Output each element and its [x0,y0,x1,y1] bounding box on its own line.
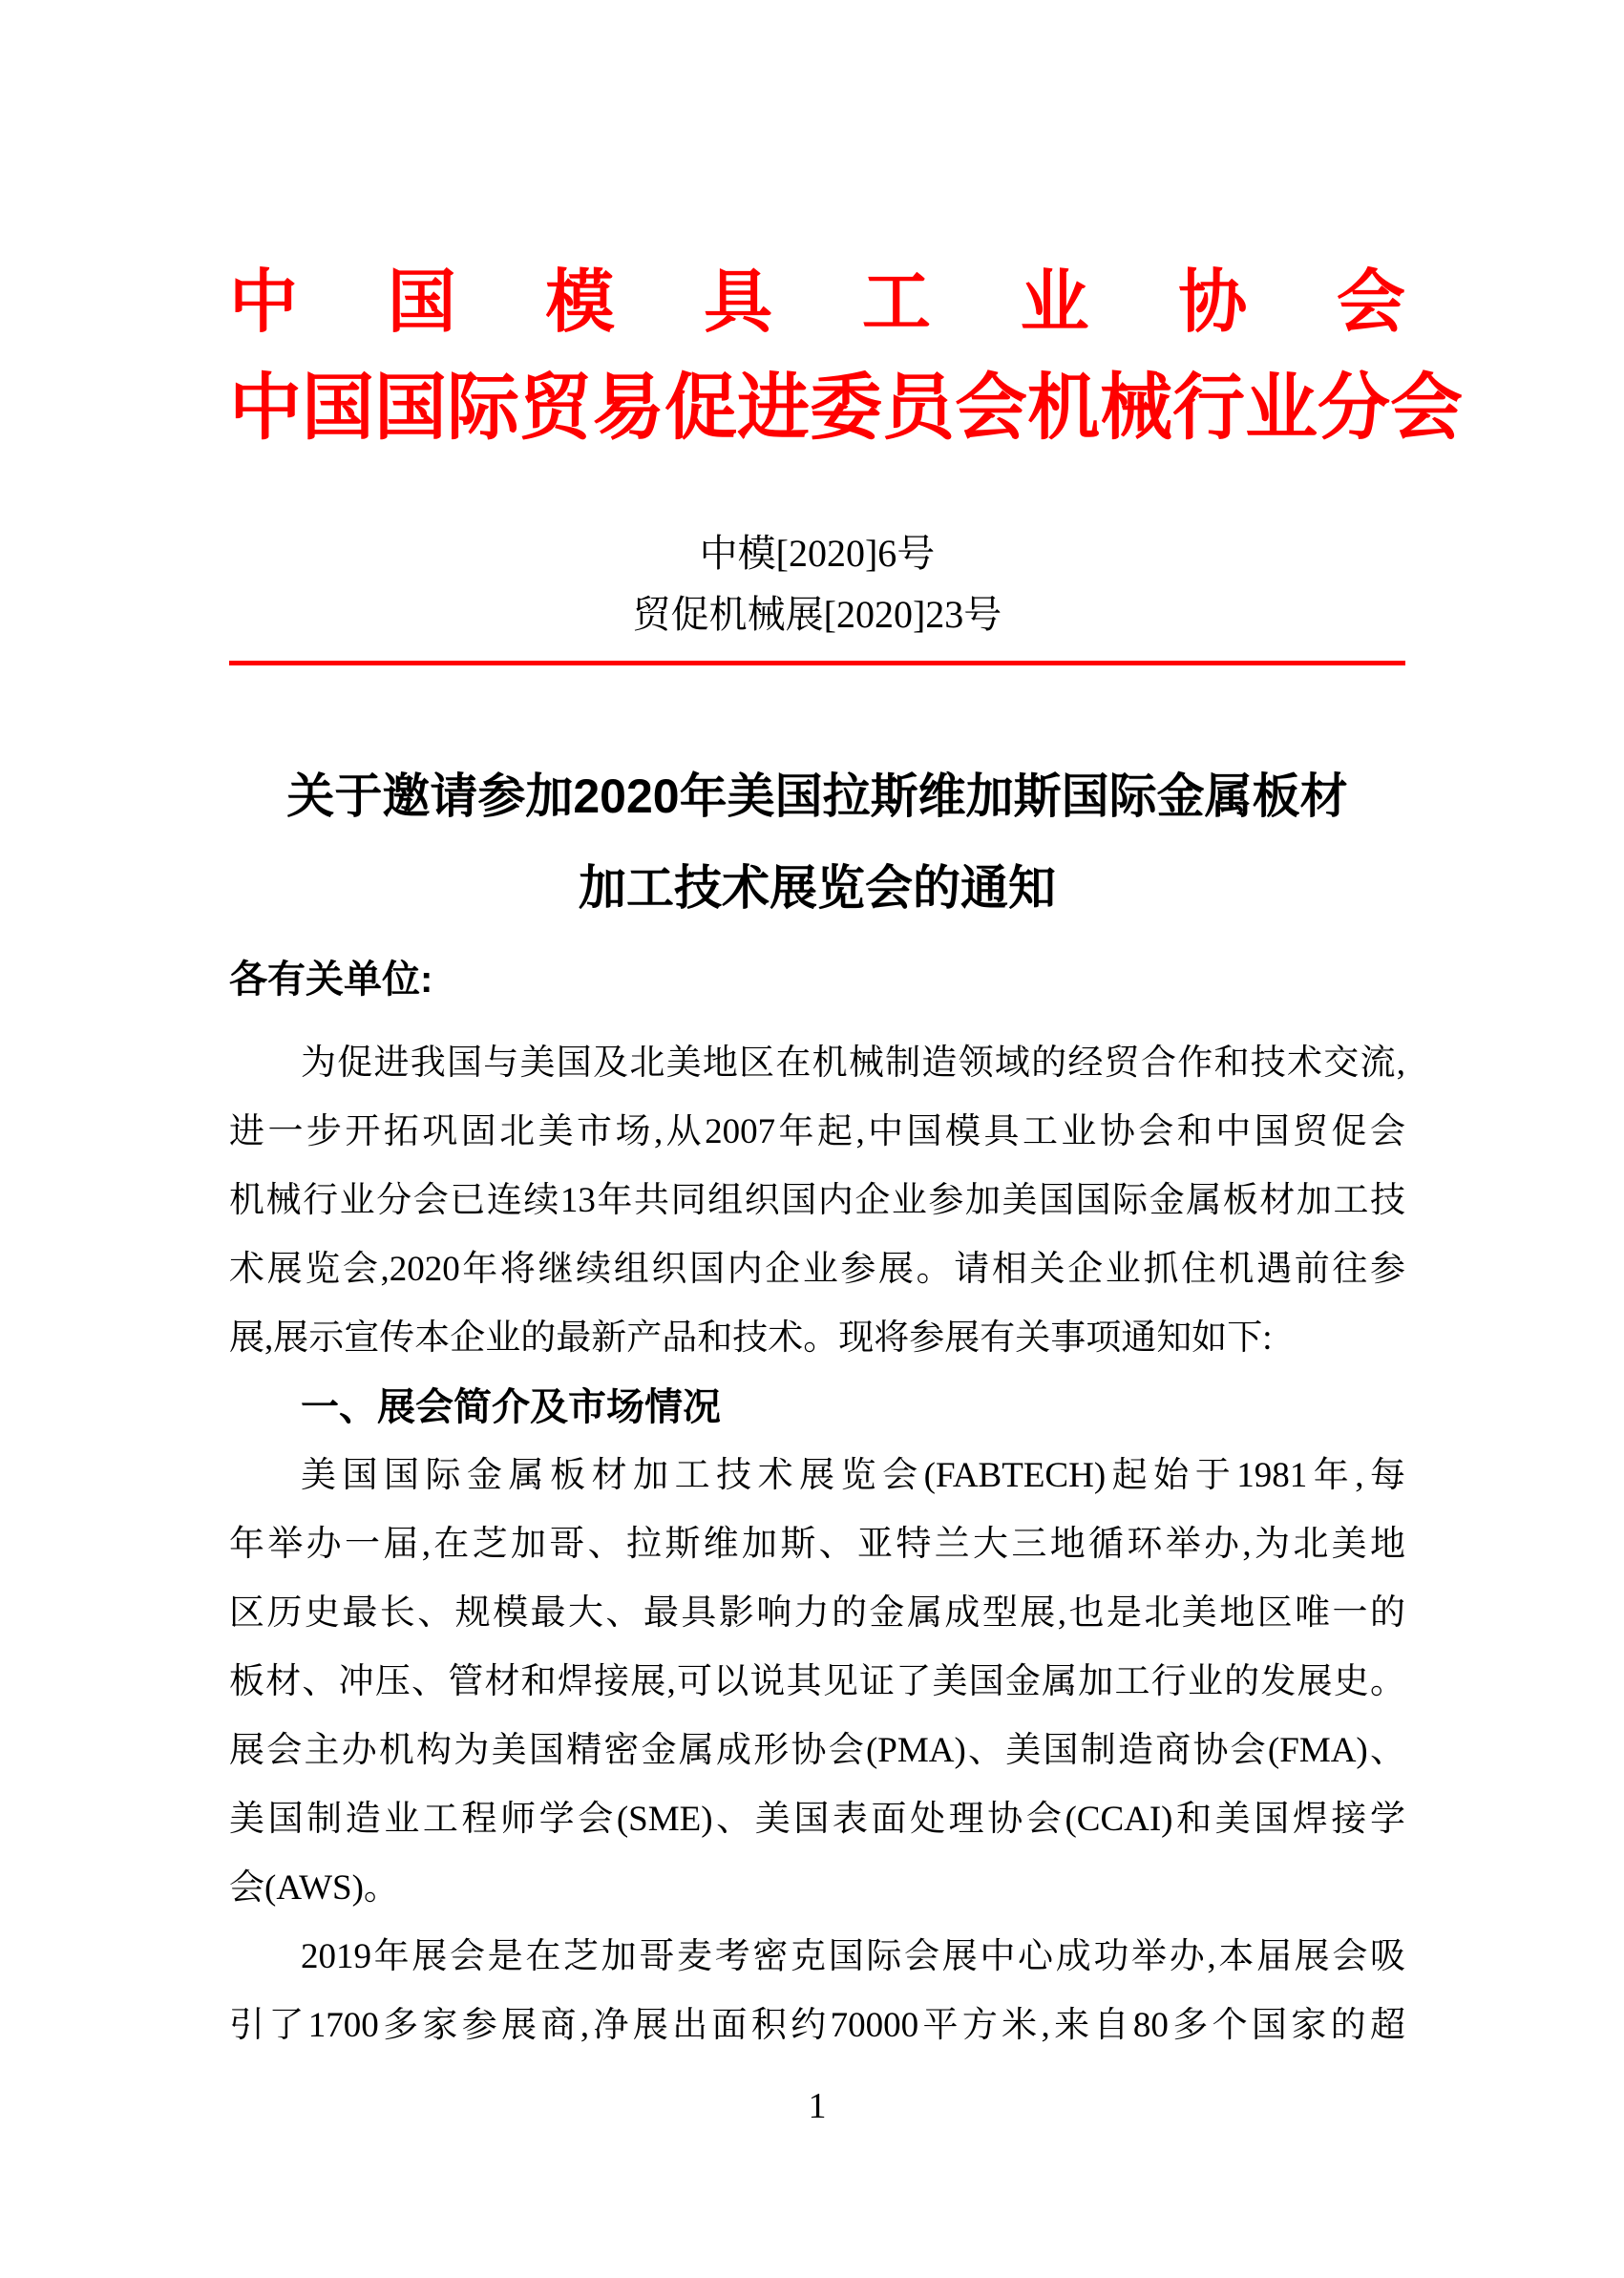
body-line: 引了1700多家参展商,净展出面积约70000平方米,来自80多个国家的超 [229,2006,1405,2045]
body-line: 年举办一届,在芝加哥、拉斯维加斯、亚特兰大三地循环举办,为北美地 [229,1525,1405,1564]
page-number: 1 [808,2086,827,2126]
org-name-line1 [229,260,1405,346]
org-name-char: 贸 [519,369,592,449]
salutation: 各有关单位: [229,959,433,1001]
org-name-char: 具 [704,264,773,341]
body-line: 机械行业分会已连续13年共同组织国内企业参加美国国际金属板材加工技 [229,1181,1405,1220]
doc-numbers [229,523,1405,645]
doc-number-maocu: 贸促机械展[2020]23号 [632,593,1002,636]
red-divider [229,661,1405,665]
org-name-char: 会 [1336,264,1405,341]
org-name-line2 [229,365,1463,453]
org-name-char: 国 [374,369,447,449]
org-name-char: 国 [302,369,374,449]
doc-number-zhongmo: 中模[2020]6号 [699,532,936,575]
document-title-line1: 关于邀请参加2020年美国拉斯维加斯国际金属板材 [286,770,1348,823]
org-name-char: 业 [1020,264,1089,341]
org-name-char: 委 [810,369,882,449]
body-line: 为促进我国与美国及北美地区在机械制造领域的经贸合作和技术交流, [301,1044,1405,1083]
body-line: 2019年展会是在芝加哥麦考密克国际会展中心成功举办,本届展会吸 [301,1937,1405,1976]
org-name-char: 促 [664,369,737,449]
org-name-char: 进 [737,369,810,449]
org-name-char: 协 [1178,264,1248,341]
section-heading: 一、展会简介及市场情况 [301,1386,721,1428]
org-name-char: 业 [1245,369,1318,449]
org-name-char: 行 [1172,369,1245,449]
document-title-line2: 加工技术展览会的通知 [579,861,1056,915]
org-name-char: 易 [592,369,664,449]
org-name-char: 械 [1100,369,1172,449]
document-body [229,1029,1405,2060]
org-name-char: 工 [861,264,931,341]
org-name-char: 会 [1390,369,1463,449]
org-name-char: 机 [1027,369,1100,449]
document-title [229,750,1405,934]
org-name-char: 员 [882,369,955,449]
body-line: 术展览会,2020年将继续组织国内企业参展。请相关企业抓住机遇前往参 [229,1250,1405,1289]
org-name-char: 际 [447,369,519,449]
org-name-char: 中 [229,264,299,341]
org-name-char: 国 [387,264,456,341]
body-line: 区历史最长、规模最大、最具影响力的金属成型展,也是北美地区唯一的 [229,1593,1405,1633]
org-name-char: 会 [955,369,1027,449]
body-line: 展,展示宣传本企业的最新产品和技术。现将参展有关事项通知如下: [229,1318,1273,1358]
body-line: 展会主办机构为美国精密金属成形协会(PMA)、美国制造商协会(FMA)、 [229,1731,1405,1770]
org-name-char: 分 [1318,369,1390,449]
body-line: 会(AWS)。 [229,1868,399,1908]
org-name-char: 模 [545,264,615,341]
body-line: 板材、冲压、管材和焊接展,可以说其见证了美国金属加工行业的发展史。 [229,1662,1405,1701]
org-name-char: 中 [229,369,302,449]
body-line: 进一步开拓巩固北美市场,从2007年起,中国模具工业协会和中国贸促会 [229,1112,1405,1151]
body-line: 美国制造业工程师学会(SME)、美国表面处理协会(CCAI)和美国焊接学 [229,1800,1405,1839]
body-line: 美国国际金属板材加工技术展览会(FABTECH)起始于1981年,每 [301,1456,1405,1495]
